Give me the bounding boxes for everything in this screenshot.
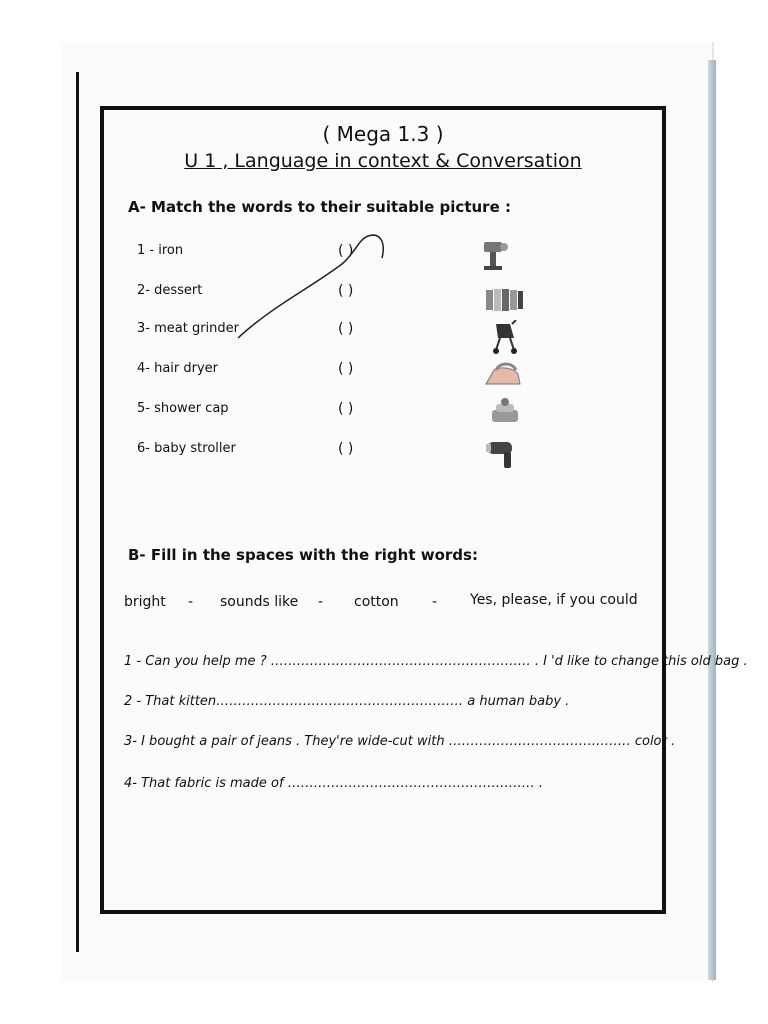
match-item-3: 3- meat grinder	[137, 321, 239, 336]
iron-icon	[484, 360, 524, 390]
fill-sentence-3: 3- I bought a pair of jeans . They're wide-cut with …………………………………… color .	[124, 734, 676, 749]
fill-sentence-2: 2 - That kitten………………………………………………… a human baby .	[124, 694, 570, 709]
shower-cap-icon	[484, 286, 524, 314]
answer-blank-6[interactable]: ( )	[338, 441, 354, 457]
word-bank-dash: -	[318, 594, 324, 610]
outer-border-line	[76, 72, 79, 952]
page-edge	[708, 60, 716, 980]
meat-grinder-icon	[480, 238, 510, 274]
word-bank-dash: -	[432, 594, 438, 610]
handwritten-match-line	[230, 228, 400, 348]
word-bank-dash: -	[188, 594, 194, 610]
baby-stroller-icon	[490, 320, 520, 356]
fill-sentence-1: 1 - Can you help me ? …………………………………………………… . I 'd like to change this old bag .	[124, 654, 748, 669]
match-item-6: 6- baby stroller	[137, 441, 236, 456]
section-b-heading: B- Fill in the spaces with the right words:	[128, 546, 478, 564]
answer-blank-3[interactable]: ( )	[338, 321, 354, 337]
word-bank-yes-please: Yes, please, if you could	[470, 592, 638, 608]
answer-blank-5[interactable]: ( )	[338, 401, 354, 417]
section-a-heading: A- Match the words to their suitable picture :	[128, 198, 511, 216]
worksheet-title: ( Mega 1.3 )	[322, 122, 444, 146]
match-item-5: 5- shower cap	[137, 401, 229, 416]
word-bank-cotton: cotton	[354, 594, 399, 610]
match-item-2: 2- dessert	[137, 283, 203, 298]
fill-sentence-4: 4- That fabric is made of ………………………………………………… .	[124, 776, 543, 791]
word-bank-bright: bright	[124, 594, 166, 610]
dessert-icon	[488, 396, 524, 426]
answer-blank-2[interactable]: ( )	[338, 283, 354, 299]
word-bank-sounds-like: sounds like	[220, 594, 299, 610]
answer-blank-1[interactable]: ( )	[338, 243, 354, 259]
hair-dryer-icon	[486, 436, 522, 472]
worksheet-subtitle: U 1 , Language in context & Conversation	[184, 150, 582, 172]
answer-blank-4[interactable]: ( )	[338, 361, 354, 377]
match-item-4: 4- hair dryer	[137, 361, 219, 376]
match-item-1: 1 - iron	[137, 243, 184, 258]
